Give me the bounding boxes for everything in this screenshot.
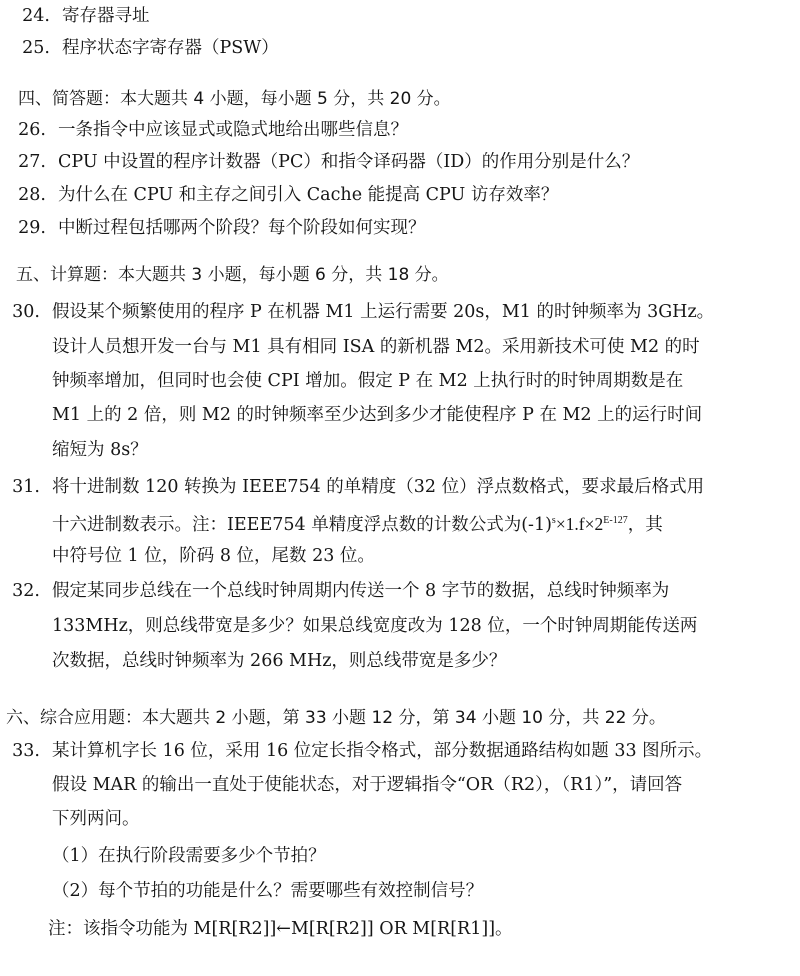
- question-text: 下列两问。: [52, 809, 140, 829]
- item-text: 寄存器寻址: [62, 6, 150, 26]
- section-title: 五、计算题：本大题共 3 小题，每小题 6 分，共 18 分。: [16, 265, 449, 285]
- question-text: 设计人员想开发一台与 M1 具有相同 ISA 的新机器 M2。采用新技术可使 M2 的时: [52, 337, 700, 357]
- item-text: 程序状态字寄存器（PSW）: [62, 38, 279, 58]
- question-text: 钟频率增加，但同时也会使 CPI 增加。假定 P 在 M2 上执行时的时钟周期数是在: [52, 371, 684, 391]
- formula-superscript-exponent: E-127: [603, 515, 628, 526]
- question-text: 某计算机字长 16 位，采用 16 位定长指令格式，部分数据通路结构如题 33 图所示。: [52, 741, 713, 761]
- section-title: 六、综合应用题：本大题共 2 小题，第 33 小题 12 分，第 34 小题 10 分，共 22 分。: [6, 708, 666, 728]
- question-text: 将十进制数 120 转换为 IEEE754 的单精度（32 位）浮点数格式，要求最后格式用: [52, 477, 705, 497]
- question-text: 假设 MAR 的输出一直处于使能状态，对于逻辑指令“OR（R2），（R1）”，请回答: [52, 775, 683, 795]
- question-note: 注：该指令功能为 M[R[R2]]←M[R[R2]] OR M[R[R1]]。: [48, 919, 513, 939]
- question-text: 一条指令中应该显式或隐式地给出哪些信息？: [58, 120, 408, 140]
- question-number: 26.: [18, 120, 46, 140]
- question-text: ，其: [627, 515, 663, 535]
- question-text: 假设某个频繁使用的程序 P 在机器 M1 上运行需要 20s，M1 的时钟频率为 3GHz。: [52, 302, 715, 322]
- question-text: 十六进制数表示。注：IEEE754 单精度浮点数的计数公式为(-1): [52, 515, 552, 535]
- question-number: 27.: [18, 152, 46, 172]
- item-number: 25.: [22, 38, 50, 58]
- question-text: 133MHz，则总线带宽是多少？如果总线宽度改为 128 位，一个时钟周期能传送两: [52, 616, 698, 636]
- question-number: 29.: [18, 218, 46, 238]
- question-line-formula: [52, 508, 663, 538]
- sub-question: （2）每个节拍的功能是什么？需要哪些有效控制信号？: [52, 881, 484, 901]
- question-text: 缩短为 8s？: [52, 440, 148, 460]
- formula-superscript-s: s: [551, 515, 556, 526]
- item-number: 24.: [22, 6, 50, 26]
- sub-question: （1）在执行阶段需要多少个节拍？: [52, 846, 326, 866]
- question-number: 32.: [12, 581, 40, 601]
- question-number: 33.: [12, 741, 40, 761]
- question-number: 30.: [12, 302, 40, 322]
- question-number: 31.: [12, 477, 40, 497]
- question-text: M1 上的 2 倍，则 M2 的时钟频率至少达到多少才能使程序 P 在 M2 上的运行时间: [52, 405, 703, 425]
- question-text: 中符号位 1 位，阶码 8 位，尾数 23 位。: [52, 546, 375, 566]
- question-text: 为什么在 CPU 和主存之间引入 Cache 能提高 CPU 访存效率？: [58, 185, 559, 205]
- question-text: 中断过程包括哪两个阶段？每个阶段如何实现？: [58, 218, 426, 238]
- question-text: 次数据，总线时钟频率为 266 MHz，则总线带宽是多少？: [52, 651, 507, 671]
- section-title: 四、简答题：本大题共 4 小题，每小题 5 分，共 20 分。: [18, 89, 451, 109]
- question-text: 假定某同步总线在一个总线时钟周期内传送一个 8 字节的数据，总线时钟频率为: [52, 581, 670, 601]
- question-number: 28.: [18, 185, 46, 205]
- question-text: CPU 中设置的程序计数器（PC）和指令译码器（ID）的作用分别是什么？: [58, 152, 640, 172]
- formula-text: ×1.f×2: [555, 514, 604, 534]
